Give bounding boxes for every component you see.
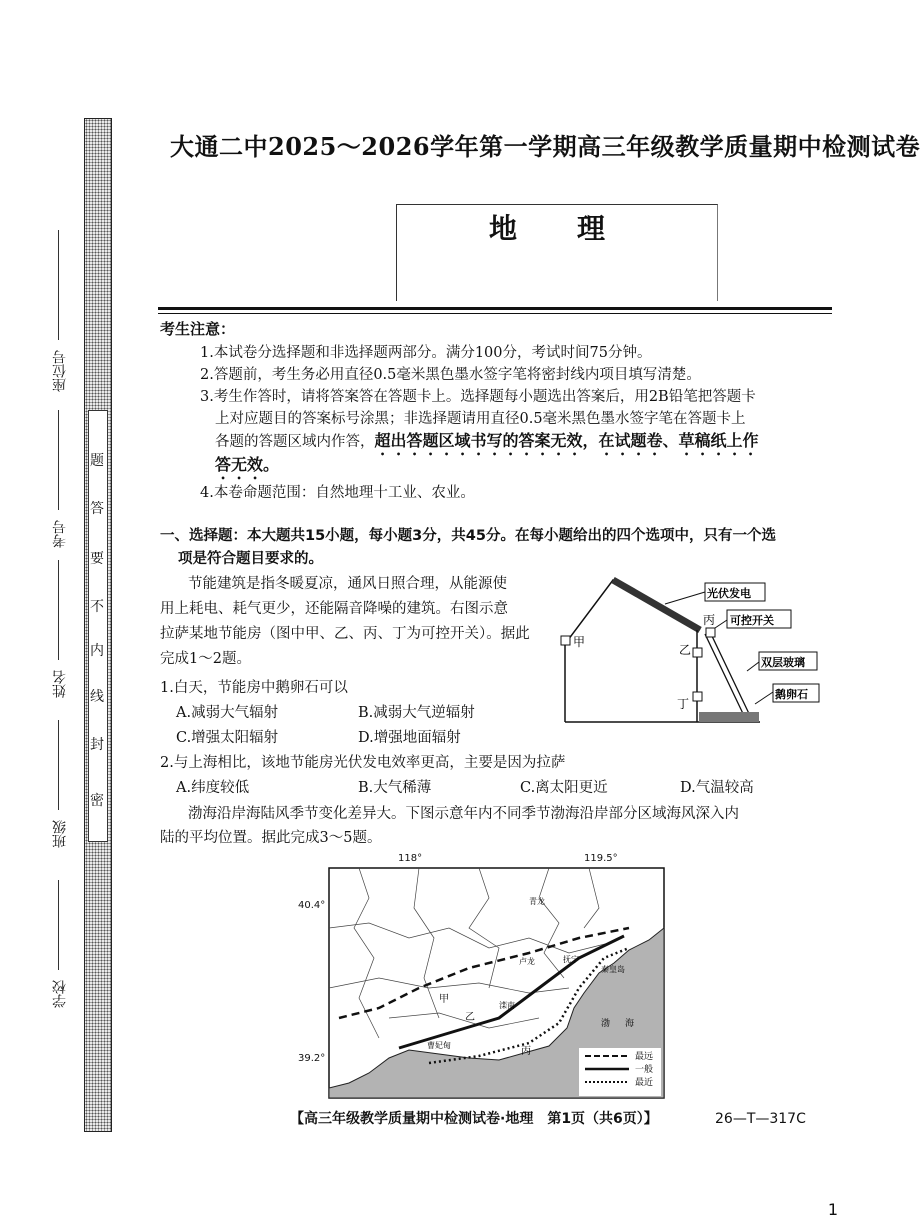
exam-number-line: [58, 410, 59, 510]
place-lulong: 卢龙: [519, 957, 535, 966]
name-field[interactable]: [40, 670, 76, 720]
marker-yi: 乙: [465, 1012, 475, 1023]
header-rule-thin: [158, 313, 832, 314]
label-bing: 丙: [703, 613, 716, 627]
seal-char: 封: [90, 737, 104, 753]
lat-bottom: 39.2°: [298, 1053, 326, 1064]
q1-option-b[interactable]: B.减弱大气逆辐射: [358, 705, 475, 721]
q1-option-c[interactable]: C.增强太阳辐射: [176, 730, 279, 746]
sea-label-bo: 渤: [601, 1019, 611, 1029]
energy-house-diagram: [555, 574, 808, 726]
lat-top: 40.4°: [298, 900, 326, 911]
school-field[interactable]: [40, 980, 76, 1060]
legend-farthest: 最远: [635, 1052, 654, 1062]
label-ding: 丁: [677, 697, 690, 711]
q2-option-a[interactable]: A.纬度较低: [176, 780, 250, 796]
footer-code: 26—T—317C: [715, 1111, 806, 1127]
notice-item-2: 2.答题前，考生务必用直径0.5毫米黑色墨水签字笔将密封线内项目填写清楚。: [200, 367, 701, 383]
label-solar: 光伏发电: [707, 587, 751, 600]
sea-label-hai: 海: [625, 1019, 635, 1029]
subject-title: 地理: [488, 212, 665, 245]
q1-option-d[interactable]: D.增强地面辐射: [358, 730, 461, 746]
seal-char: 内: [90, 643, 104, 659]
exam-title: 大通二中2025～2026学年第一学期高三年级教学质量期中检测试卷: [170, 132, 920, 161]
passage-2-line2: 陆的平均位置。据此完成3～5题。: [160, 830, 382, 846]
header-rule-thick: [158, 307, 832, 310]
passage-1-line1: 节能建筑是指冬暖夏凉，通风日照合理，从能源使: [188, 576, 507, 592]
notice-item-3-line4: 答无效。: [215, 455, 280, 474]
place-qinhuangdao: 秦皇岛: [601, 965, 625, 974]
notice-item-3-line3: [215, 430, 759, 459]
bohai-map: [329, 868, 664, 1098]
label-switch: 可控开关: [730, 614, 774, 627]
q2-option-d[interactable]: D.气温较高: [680, 780, 754, 796]
passage-1-line4: 完成1～2题。: [160, 651, 251, 667]
notice-item-3-line1: 3.考生作答时，请将答案答在答题卡上。选择题每小题选出答案后，用2B铅笔把答题卡: [200, 389, 756, 405]
place-luannan: 滦南: [499, 1001, 515, 1010]
page-number: 1: [827, 1200, 838, 1219]
notice-item-3-emphasis: 超出答题区域书写的答案无效，在试题卷、草稿纸上作: [374, 431, 759, 450]
legend-average: 一般: [635, 1065, 654, 1075]
seal-char: 题: [90, 453, 104, 469]
notice-item-3-normal: 各题的答题区域内作答，: [215, 434, 375, 450]
name-line: [58, 560, 59, 660]
lon-right: 119.5°: [584, 853, 618, 864]
place-caofeidian: 曹妃甸: [427, 1041, 451, 1050]
notice-item-1: 1.本试卷分选择题和非选择题两部分。满分100分，考试时间75分钟。: [200, 345, 652, 361]
school-line: [58, 880, 59, 970]
q1-stem: 1.白天，节能房中鹅卵石可以: [160, 680, 348, 696]
seat-number-label: 座位号: [52, 350, 68, 392]
label-pebble: 鹅卵石: [775, 688, 808, 701]
notice-item-4: 4.本卷命题范围：自然地理十工业、农业。: [200, 485, 475, 501]
legend-nearest: 最近: [635, 1078, 654, 1088]
seat-number-field[interactable]: [40, 350, 76, 410]
name-label: 姓名: [52, 670, 68, 698]
notice-item-3-line2: 上对应题目的答案标号涂黑；非选择题请用直径0.5毫米黑色墨水签字笔在答题卡上: [215, 411, 746, 427]
place-funing: 抚宁: [563, 955, 579, 964]
q1-option-a[interactable]: A.减弱大气辐射: [176, 705, 279, 721]
footer-text: 【高三年级教学质量期中检测试卷·地理 第1页（共6页）】: [290, 1111, 658, 1127]
class-field[interactable]: [40, 820, 76, 870]
passage-1-line3: 拉萨某地节能房（图中甲、乙、丙、丁为可控开关）。据此: [160, 626, 530, 642]
label-yi: 乙: [679, 643, 692, 657]
seal-char: 要: [90, 551, 104, 567]
section-1-line1: 一、选择题：本大题共15小题，每小题3分，共45分。在每小题给出的四个选项中，只有一个选: [160, 528, 776, 544]
place-qinglong: 青龙: [529, 897, 545, 906]
exam-number-field[interactable]: [40, 520, 76, 560]
notice-heading: 考生注意：: [160, 320, 236, 338]
q2-stem: 2.与上海相比，该地节能房光伏发电效率更高，主要是因为拉萨: [160, 755, 566, 771]
q2-option-c[interactable]: C.离太阳更近: [520, 780, 608, 796]
seat-number-line: [58, 230, 59, 340]
seal-char: 不: [90, 599, 104, 615]
school-label: 学校: [52, 980, 68, 1008]
passage-1-line2: 用上耗电、耗气更少，还能隔音降噪的建筑。右图示意: [160, 601, 508, 617]
label-jia: 甲: [573, 635, 586, 649]
section-1-line2: 项是符合题目要求的。: [178, 551, 323, 567]
label-glass: 双层玻璃: [761, 656, 805, 669]
marker-bing: 丙: [521, 1046, 531, 1057]
q2-option-b[interactable]: B.大气稀薄: [358, 780, 432, 796]
subject-box: [396, 204, 718, 301]
seal-char: 线: [90, 689, 104, 705]
seal-char: 答: [90, 501, 104, 517]
class-line: [58, 720, 59, 810]
exam-number-label: 考号: [52, 520, 68, 548]
binding-inner: [88, 410, 108, 842]
marker-jia: 甲: [439, 994, 449, 1005]
class-label: 班级: [52, 820, 68, 848]
lon-left: 118°: [398, 853, 423, 864]
seal-char: 密: [90, 793, 104, 809]
passage-2-line1: 渤海沿岸海陆风季节变化差异大。下图示意年内不同季节渤海沿岸部分区域海风深入内: [188, 806, 739, 822]
